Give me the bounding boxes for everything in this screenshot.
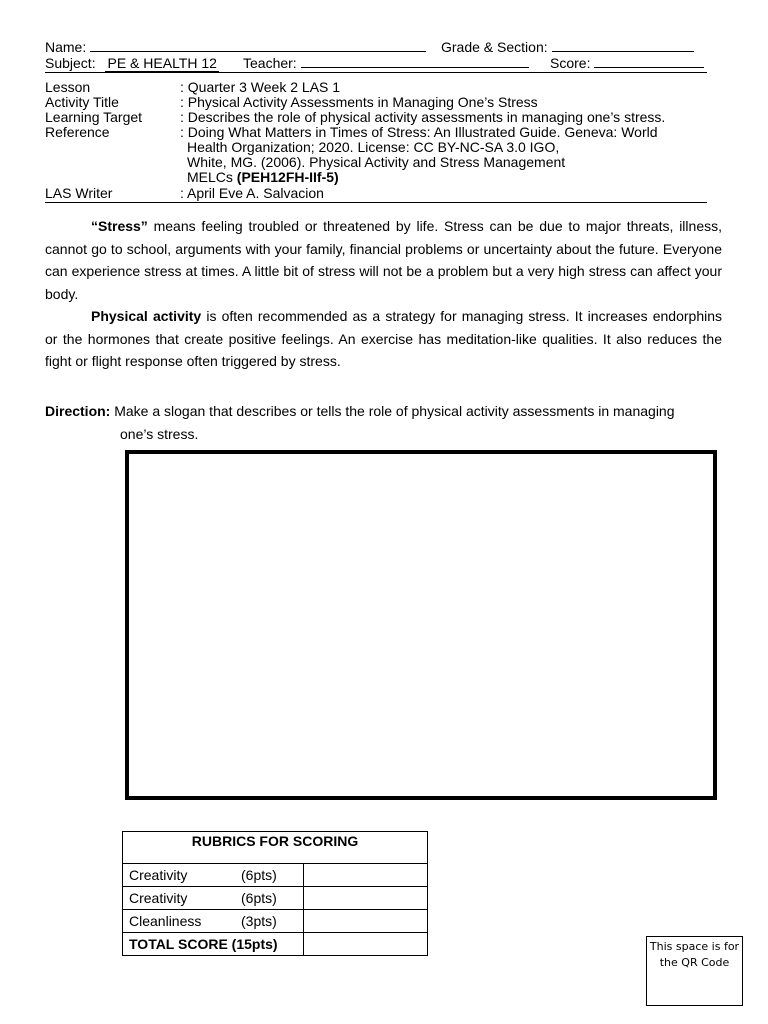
grade-section-field[interactable] — [552, 39, 694, 52]
meta-value-reference: : Doing What Matters in Times of Stress: An Illustrated Guide. Geneva: World — [180, 124, 658, 140]
name-label: Name: — [45, 39, 87, 55]
rubric-total-label: TOTAL SCORE (15pts) — [123, 933, 304, 956]
subject-label: Subject: — [45, 55, 96, 71]
rubric-criterion — [123, 864, 304, 887]
meta-key-writer: LAS Writer — [45, 185, 113, 201]
rubric-title: RUBRICS FOR SCORING — [123, 832, 428, 864]
paragraph-stress — [45, 215, 722, 305]
rubric-criterion-name: Creativity — [129, 890, 188, 906]
meta-value-lesson: : Quarter 3 Week 2 LAS 1 — [180, 79, 341, 95]
name-field[interactable] — [90, 39, 426, 52]
meta-key-lesson: Lesson — [45, 79, 91, 95]
physical-activity-term: Physical activity — [91, 308, 202, 324]
header-rule — [45, 72, 707, 73]
rubric-row — [123, 864, 428, 887]
stress-definition: means feeling troubled or threatened by life. Stress can be due to major threats, illness, cannot go to school, arguments with your family, financial problems or uncertainty about the future. Everyone can experience stress at times. A little bit of stress will not be a problem but a very high stress can affect your body. — [45, 218, 722, 302]
teacher-field[interactable] — [301, 55, 529, 68]
rubric-score-cell[interactable] — [304, 910, 428, 933]
rubric-criterion-points: (3pts) — [241, 913, 277, 929]
rubric-criterion-points: (6pts) — [241, 867, 277, 883]
rubric-score-cell[interactable] — [304, 864, 428, 887]
body-paragraphs — [45, 215, 722, 373]
rubric-criterion-name: Cleanliness — [129, 913, 202, 929]
teacher-line — [243, 55, 529, 71]
meta-value-activity-title: : Physical Activity Assessments in Managing One’s Stress — [180, 94, 538, 110]
direction-text: Make a slogan that describes or tells the role of physical activity assessments in managing — [110, 403, 675, 419]
paragraph-physical-activity — [45, 305, 722, 373]
teacher-label: Teacher: — [243, 55, 297, 71]
stress-term: “Stress” — [91, 218, 148, 234]
meta-key-reference: Reference — [45, 124, 110, 140]
reference-continued-1: Health Organization; 2020. License: CC BY-NC-SA 3.0 IGO, — [187, 139, 560, 155]
direction-label: Direction: — [45, 403, 111, 419]
rubric-criterion — [123, 887, 304, 910]
rubric-criterion-points: (6pts) — [241, 890, 277, 906]
name-line — [45, 39, 426, 55]
physical-activity-text: is often recommended as a strategy for managing stress. It increases endorphins or the hormones that create positive feelings. An exercise has meditation-like qualities. It also reduces the fight or flight response often triggered by stress. — [45, 308, 723, 369]
melcs-line — [187, 170, 339, 185]
rubric-criterion-name: Creativity — [129, 867, 188, 883]
reference-continued-2: White, MG. (2006). Physical Activity and Stress Management — [187, 154, 566, 170]
grade-section-line — [441, 39, 694, 55]
meta-value-writer: : April Eve A. Salvacion — [180, 185, 324, 201]
rubric-total-row — [123, 933, 428, 956]
grade-section-label: Grade & Section: — [441, 39, 548, 55]
melcs-code: (PEH12FH-IIf-5) — [236, 169, 339, 185]
score-label: Score: — [550, 55, 591, 71]
qr-code-placeholder: This space is for the QR Code — [646, 936, 743, 1006]
rubric-score-cell[interactable] — [304, 887, 428, 910]
rubric-total-cell[interactable] — [304, 933, 428, 956]
direction — [45, 400, 735, 423]
meta-key-learning-target: Learning Target — [45, 109, 143, 125]
slogan-answer-box[interactable] — [125, 450, 717, 800]
rubric-table — [122, 831, 428, 956]
rubric-criterion — [123, 910, 304, 933]
score-line — [550, 55, 704, 71]
direction-continued: one’s stress. — [120, 426, 199, 442]
subject-value: PE & HEALTH 12 — [107, 55, 217, 71]
meta-value-learning-target: : Describes the role of physical activity assessments in managing one’s stress. — [180, 109, 666, 125]
score-field[interactable] — [594, 55, 704, 68]
meta-rule — [45, 202, 707, 203]
rubric-title-row — [123, 832, 428, 864]
melcs-prefix: MELCs — [187, 169, 237, 185]
rubric-row — [123, 887, 428, 910]
meta-key-activity-title: Activity Title — [45, 94, 119, 110]
rubric-row — [123, 910, 428, 933]
subject-line — [45, 55, 219, 72]
